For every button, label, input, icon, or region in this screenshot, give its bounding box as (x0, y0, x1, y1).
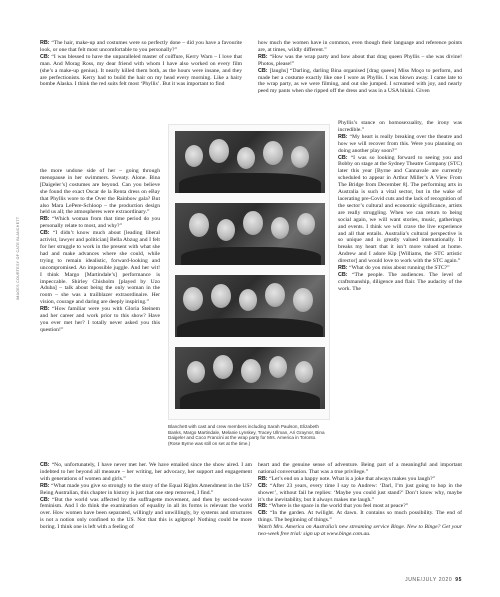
speaker-initials: CB: (40, 496, 53, 503)
paragraph-text: “In the garden. At twilight. At dawn. It contains so much possibility. The end of things. The beginning of things.” (258, 510, 462, 524)
photo-frame (175, 203, 325, 265)
paragraph-text: “The people. The audiences. The level of craftsmanship, diligence and flair. The audacity of the work. The (338, 271, 462, 292)
paragraph (258, 510, 462, 524)
image-credit: IMAGES COURTESY OF CATE BLANCHETT (16, 216, 20, 300)
paragraph-text: “What do you miss about running the STC?” (349, 265, 450, 272)
text-column-left-narrow-qa (40, 216, 160, 333)
speaker-initials: RB: (258, 53, 270, 60)
text-column-top-left (40, 40, 242, 88)
paragraph (40, 40, 242, 54)
paragraph-text: “What made you give so strongly to the story of the Equal Rights Amendment in the US? Being Australian, this chapter in history is just that one step removed, I find.” (40, 482, 252, 496)
text-column-top-right (258, 40, 462, 95)
paragraph-text: “The hair, make-up and costumes were so perfectly done – did you have a favourite look, or one that felt most uncomfortable to you personally?” (40, 40, 242, 53)
paragraph-text: “Which woman from that time period do you personally relate to most, and why?” (40, 216, 160, 230)
speaker-initials: RB: (338, 265, 350, 272)
text-column-bottom-left (40, 462, 252, 531)
text-column-left-narrow (40, 168, 160, 334)
paragraph-text: “But the world was affected by the suffragette movement, and then by second-wave feminism. And I do think the examination of equality in all its forms is relevant the world over. How women have been separated, willingly and unwillingly, by systems and structures is not a notion only confined to the US. Not that this is agitprop! Nothing could be more boring. I think one is left with a feeling of (40, 496, 252, 531)
page-number: 95 (455, 577, 462, 583)
speaker-initials: CB: (258, 67, 270, 74)
paragraph-text: “No, unfortunately, I have never met her. We have emailed since the show aired. I am indebted to her beyond all measure – her writing, her advocacy, her support and engagement with generations of women and girls.” (40, 462, 252, 482)
paragraph (338, 120, 462, 134)
paragraph-text: “How familiar were you with Gloria Steinem and her career and work prior to this show? Have you ever met her? I totally never asked you this question!” (40, 306, 160, 333)
speaker-initials: CB: (338, 271, 353, 278)
paragraph (338, 272, 462, 293)
photo-frame (175, 347, 325, 409)
text-column-bottom-right (258, 462, 462, 538)
paragraph-text: “Let’s end on a happy note. What is a joke that always makes you laugh?” (269, 475, 436, 482)
paragraph-text: “I was blessed to have the unparalleled master of coiffure, Kerry Warn – I love that man. And Morag Ross, my dear friend with whom I have also worked on every film (she’s a make-up genius). It nearly killed them both, as the hours were insane, and they are perfectionists. Kerry had to build the hair on my head every morning. Like a hairy bombe Alaska. I think the red suits felt most ‘Phyllis’. But it was important to find (40, 53, 242, 88)
paragraph (40, 483, 252, 497)
paragraph (338, 134, 462, 155)
paragraph (40, 497, 252, 532)
paragraph (40, 230, 160, 306)
photo-frame (175, 131, 325, 193)
photo-booth-strip (168, 124, 330, 420)
photo-caption: Blanchett with cast and crew members including Sarah Paulson, Elizabeth Banks, Margo Martindale, Melanie Lynskey, Tracey Ullman, Ari Graynor, Bina Daigeler and Coco Francini at the wrap party for Mrs. America in Toronto. (Rose Byrne was still on set at the time.) (168, 424, 325, 446)
paragraph-text: “Where is the space in the world that you feel most at peace?” (269, 503, 409, 510)
paragraph-text: “I didn’t know much about [leading liberal activist, lawyer and politician] Bella Abzug and I felt for her struggle to work in the present with what she had and make advances where she could, while trying to remain idealistic, forward-looking and uncompromised. An impossible juggle. And her wit! I think Margo [Martindale’s] performance is impeccable. Shirley Chisholm [played by Uzo Aduba] – talk about being the only woman in the room – she was a trailblazer extraordinaire. Her vision, courage and daring are deeply inspiring.” (40, 230, 160, 306)
paragraph-text: Phyllis’s stance on homosexuality, the irony was incredible.” (338, 120, 462, 133)
page-footer (405, 577, 462, 583)
paragraph (40, 462, 252, 483)
paragraph (258, 40, 462, 54)
paragraph-text: “I was so looking forward to seeing you and Bobby on stage at the Sydney Theatre Company (STC) later this year [Byrne and Cannavale are currently scheduled to appear in Arthur Miller’s A View From The Bridge from December 8]. The performing arts in Australia is such a vital sector, but in the wake of lacerating pre-Covid cuts and the lack of recognition of the sector’s cultural and economic significance, artists are really struggling. When we can return to being social again, we will want stories, music, gatherings and events. I think we will crave the live experience and all that entails. Australia’s cultural perspective is so unique and is greatly valued internationally. It breaks my heart that it isn’t more valued at home. Andrew and I adore Kip [Williams, the STC artistic director] and would love to work with the STC again.” (338, 154, 462, 265)
speaker-initials: CB: (258, 510, 271, 517)
paragraph (258, 68, 462, 96)
paragraph (40, 54, 242, 89)
paragraph (40, 216, 160, 230)
paragraph-text: “How was the wrap party and how about that drag queen Phyllis – she was divine! Photos, please!” (258, 53, 462, 67)
speaker-initials: RB: (258, 503, 270, 510)
paragraph (338, 265, 462, 272)
speaker-initials: RB: (40, 482, 52, 489)
paragraph-text: heart and the genuine sense of adventure. Being part of a meaningful and important national conversation. That was a true privilege.” (258, 462, 462, 475)
paragraph-text: [laughs] “Darling, darling Bina organised [drag queen] Miss Moço to perform, and made her a costume exactly like one I wore as Phyllis. I was blown away. I came late to the wrap party, as we were filming, and out she jumped. I screamed with joy, and nearly peed my pants when she ripped off the dress and was in a USA bikini. Given (258, 67, 462, 95)
speaker-initials: RB: (258, 475, 270, 482)
paragraph (258, 54, 462, 68)
paragraph (258, 524, 462, 538)
speaker-initials: CB: (40, 462, 52, 468)
paragraph (40, 306, 160, 334)
speaker-initials: CB: (258, 482, 271, 489)
speaker-initials: CB: (40, 230, 53, 237)
photo-frame (175, 275, 325, 337)
speaker-initials: RB: (40, 216, 53, 223)
paragraph: the more undone side of her – going through menopause in her swimmers. Sweaty. Alone. Bina [Daigeler’s] costumes are beyond. Can you believe she found the exact Oscar de la Renta dress on eBay that Phyllis wore to the Over the Rainbow gala? But also Mara LePere-Schloop – the production design held us all; the atmospheres were extraordinary.” (40, 168, 160, 216)
paragraph-text: “After 23 years, every time I say to Andrew: ‘Darl, I’m just going to hop in the shower’, without fail he replies: ‘Maybe you could just stand?’ Don’t know why, maybe it’s the inevitability, but it always makes me laugh.” (258, 482, 462, 503)
paragraph-text: “My heart is really breaking over the theatre and how we will recover from this. Were you planning on doing another play soon?” (338, 133, 462, 154)
paragraph-text: Watch Mrs. America on Australia’s new streaming service Binge. New to Binge? Get your two-week free trial: sign up at www.binge.com.au. (258, 524, 462, 538)
paragraph (258, 476, 462, 483)
speaker-initials: RB: (40, 306, 53, 313)
speaker-initials: CB: (40, 53, 52, 60)
issue-date: JUNE/JULY 2020 (405, 577, 453, 583)
speaker-initials: CB: (338, 154, 351, 161)
speaker-initials: RB: (40, 40, 52, 46)
paragraph (258, 462, 462, 476)
paragraph (338, 155, 462, 266)
paragraph (258, 483, 462, 504)
speaker-initials: RB: (338, 133, 350, 140)
paragraph-text: how much the women have in common, even though their language and reference points are, at times, wildly different.” (258, 40, 462, 53)
text-column-right-narrow (338, 120, 462, 293)
